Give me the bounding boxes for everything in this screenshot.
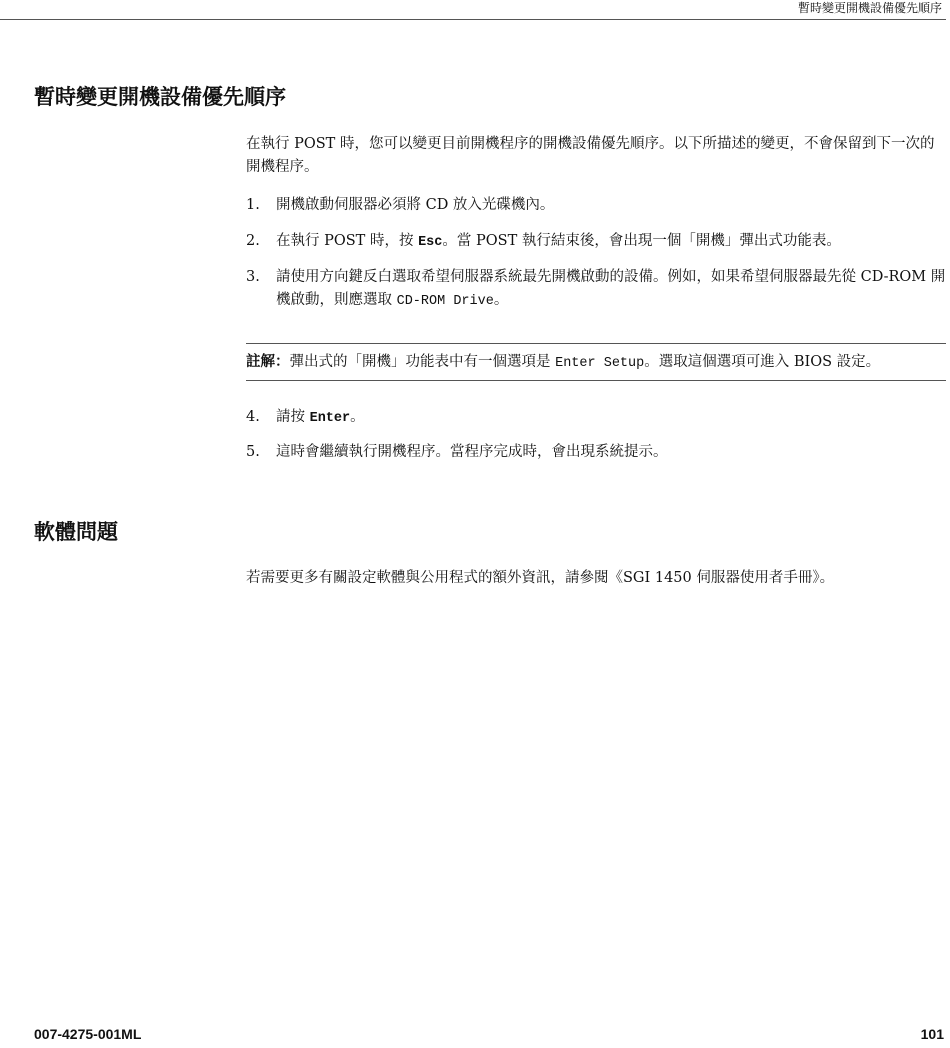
step-text-part: 在執行 POST 時，按 bbox=[276, 233, 419, 249]
section-title-boot-priority: 暫時變更開機設備優先順序 bbox=[34, 85, 286, 109]
key-enter: Enter bbox=[309, 411, 351, 426]
note-box bbox=[246, 343, 946, 381]
step-text bbox=[276, 406, 946, 430]
intro-paragraph: 在執行 POST 時，您可以變更目前開機程序的開機設備優先順序。以下所描述的變更，不會保留到下一次的開機程序。 bbox=[246, 136, 935, 175]
running-header bbox=[0, 0, 946, 20]
step-text: 這時會繼續執行開機程序。當程序完成時，會出現系統提示。 bbox=[276, 444, 668, 460]
section-title-software: 軟體問題 bbox=[34, 520, 118, 544]
step-number: 4. bbox=[246, 409, 260, 425]
note-text: 彈出式的「開機」功能表中有一個選項是 bbox=[289, 354, 556, 370]
note-label: 註解： bbox=[246, 353, 290, 370]
step-number: 1. bbox=[246, 197, 260, 213]
step-number: 2. bbox=[246, 233, 260, 249]
step-text bbox=[276, 266, 946, 313]
running-header-text: 暫時變更開機設備優先順序 bbox=[797, 1, 942, 15]
step-number: 3. bbox=[246, 269, 260, 285]
note-text: 。選取這個選項可進入 BIOS 設定。 bbox=[644, 354, 881, 370]
step-text-part: 請使用方向鍵反白選取希望伺服器系統最先開機啟動的設備。例如，如果希望伺服器最先從 CD-ROM 開機啟動，則應選取 bbox=[276, 269, 946, 308]
key-esc: Esc bbox=[418, 235, 443, 250]
code-enter-setup: Enter Setup bbox=[555, 356, 645, 371]
step-number: 5. bbox=[246, 444, 260, 460]
step-text bbox=[276, 230, 946, 254]
footer-doc-id: 007-4275-001ML bbox=[34, 1026, 142, 1042]
step-text-part: 。當 POST 執行結束後，會出現一個「開機」彈出式功能表。 bbox=[442, 233, 841, 249]
step-text: 開機啟動伺服器必須將 CD 放入光碟機內。 bbox=[276, 197, 555, 213]
step-text-part: 。 bbox=[350, 409, 365, 425]
step-text-part: 請按 bbox=[276, 409, 310, 425]
code-cdrom-drive: CD-ROM Drive bbox=[396, 294, 494, 309]
footer-page-number: 101 bbox=[920, 1026, 944, 1042]
software-paragraph: 若需要更多有關設定軟體與公用程式的額外資訊，請參閱《SGI 1450 伺服器使用者手冊》。 bbox=[246, 570, 835, 586]
step-text-part: 。 bbox=[493, 292, 509, 308]
